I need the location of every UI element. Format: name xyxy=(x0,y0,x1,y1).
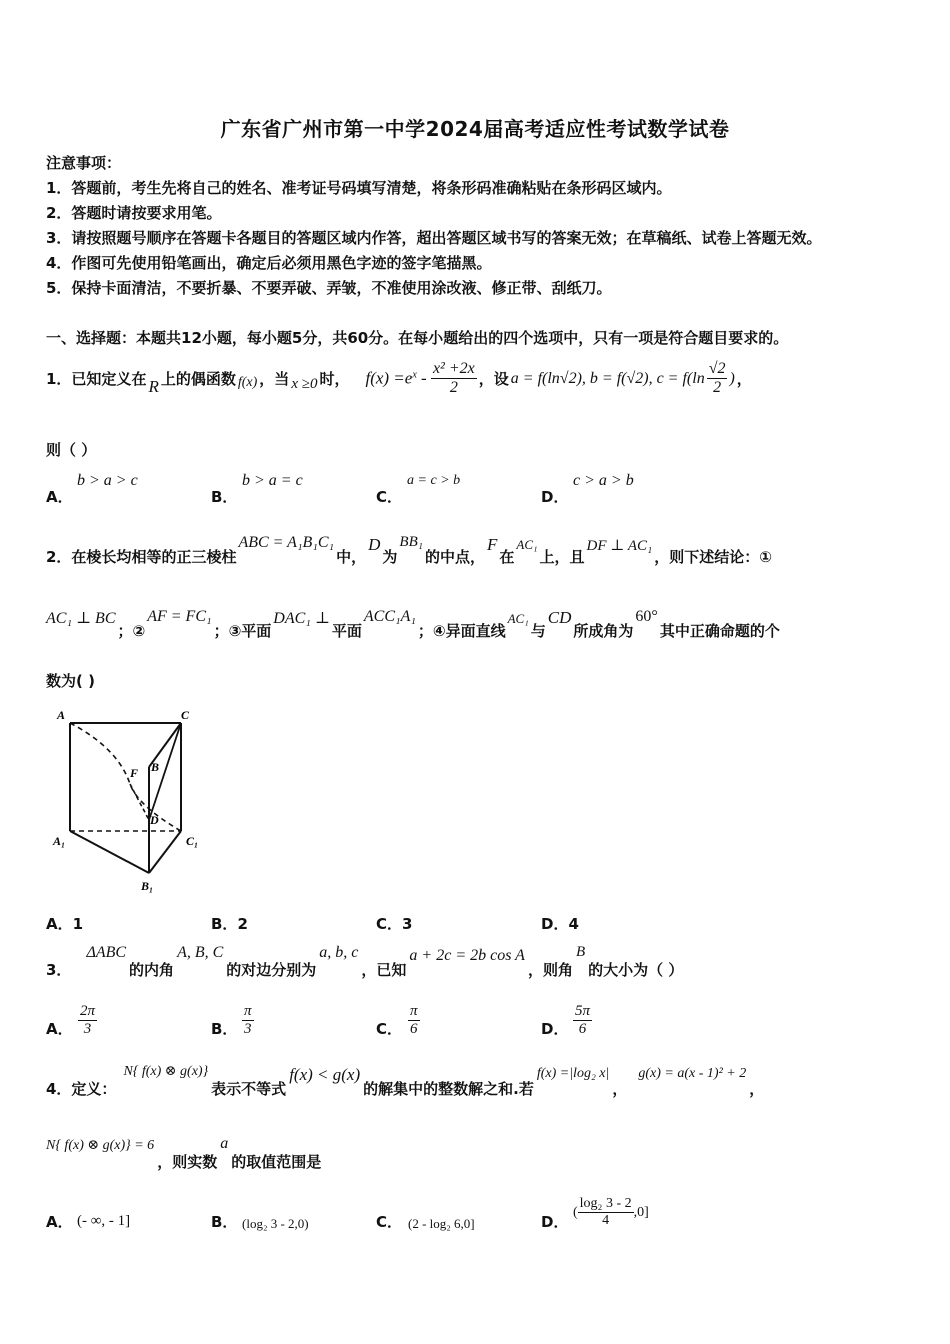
q2-option-c-letter: C． xyxy=(376,915,403,933)
q2-text-14: 其中正确命题的个 xyxy=(659,622,780,640)
q1-option-b[interactable]: b > a = c xyxy=(242,472,303,489)
q4-option-d-pre: ( xyxy=(573,1204,578,1220)
diagonal-ac1 xyxy=(70,723,181,831)
q2-statement-1: AC₁ ⊥ BC xyxy=(46,610,116,627)
q4-n-def: N{ f(x) ⊗ g(x)} xyxy=(123,1064,209,1079)
q1-text-6: ， xyxy=(736,370,752,389)
q3-text-5: ，则角 xyxy=(527,961,573,979)
q1-f-den: 2 xyxy=(449,379,458,397)
question-2-line-2 xyxy=(46,606,780,641)
q2-option-a-value: 1 xyxy=(72,915,84,933)
q1-abc-num: √2 xyxy=(707,360,728,379)
q2-prism: ABC = A₁B₁C₁ xyxy=(238,534,335,551)
q1-option-c[interactable]: a = c > b xyxy=(407,473,461,488)
q2-text-11: ；④异面直线 xyxy=(417,622,506,640)
q1-f-minus: - xyxy=(416,368,431,388)
q1-option-b-letter[interactable]: B． xyxy=(211,488,238,506)
question-4-line-2 xyxy=(46,1137,321,1172)
q4-option-d-fraction xyxy=(578,1196,634,1229)
q1-text-4: 时， xyxy=(319,370,350,389)
q4-text-4: ， xyxy=(612,1080,628,1098)
edge-a1b1 xyxy=(70,831,149,873)
q4-text-5: ， xyxy=(749,1080,765,1098)
q4-option-b-letter[interactable]: B． xyxy=(211,1213,238,1231)
q1-abc-close: ) xyxy=(729,369,735,387)
q3-angle-b: B xyxy=(575,944,586,960)
label-a: A xyxy=(57,708,66,722)
q4-f-def: f(x) =|log₂ x| xyxy=(536,1066,610,1081)
q1-abc-den: 2 xyxy=(713,379,722,397)
q3-text-1: 3． xyxy=(46,961,72,979)
q1-domain: R xyxy=(148,376,159,396)
question-3 xyxy=(46,944,683,980)
q3-option-c-num: π xyxy=(408,1003,420,1021)
q4-option-c[interactable]: (2 - log₂ 6,0] xyxy=(408,1216,475,1231)
label-c1: C₁ xyxy=(186,834,199,848)
q1-then: 则（ ） xyxy=(46,441,97,459)
q3-text-3: 的对边分别为 xyxy=(226,961,317,979)
q4-option-b[interactable]: (log₂ 3 - 2,0) xyxy=(242,1216,309,1231)
q2-option-c-value: 3 xyxy=(402,915,413,933)
notes-heading: 注意事项： xyxy=(46,154,122,172)
q3-option-c-den: 6 xyxy=(410,1021,418,1038)
q1-abc-fraction xyxy=(707,360,728,398)
q1-f-fraction xyxy=(431,360,477,398)
q3-option-a-den: 3 xyxy=(83,1021,92,1038)
q1-condition: x ≥0 xyxy=(291,376,318,393)
label-d: D xyxy=(150,813,159,827)
q4-text-6: ，则实数 xyxy=(157,1153,218,1171)
note-item-5: 5．保持卡面清洁，不要折暴、不要弄破、弄皱，不准使用涂改液、修正带、刮纸刀。 xyxy=(46,279,612,297)
q3-option-c[interactable] xyxy=(408,1003,420,1039)
q2-statement-4a: AC₁ xyxy=(507,611,529,626)
q4-option-c-letter[interactable]: C． xyxy=(376,1213,403,1231)
question-4-line-1 xyxy=(46,1063,764,1099)
q4-text-3: 的解集中的整数解之和.若 xyxy=(363,1080,534,1098)
question-2-line-1 xyxy=(46,534,772,567)
q2-count: 数为( ) xyxy=(46,672,95,690)
q4-option-a[interactable]: (- ∞, - 1] xyxy=(77,1213,131,1229)
q2-point-f: F xyxy=(486,535,498,554)
label-f: F xyxy=(130,766,139,780)
note-item-3: 3．请按照题号顺序在答题卡各题目的答题区域内作答，超出答题区域书写的答案无效；在草稿纸、试卷上答题无效。 xyxy=(46,229,822,247)
q2-text-12: 与 xyxy=(530,622,546,640)
q2-statement-4c: 60° xyxy=(635,608,658,625)
q2-text-8: ；② xyxy=(117,622,146,640)
q3-option-a[interactable] xyxy=(78,1003,97,1039)
q2-text-7: ，则下述结论：① xyxy=(654,548,772,566)
q2-option-a-letter: A． xyxy=(46,915,73,933)
q2-option-a[interactable] xyxy=(46,913,83,934)
q3-option-b[interactable] xyxy=(242,1003,254,1039)
q4-text-7: 的取值范围是 xyxy=(231,1153,322,1171)
q2-statement-2: AF = FC₁ xyxy=(147,608,212,625)
q4-inequality: f(x) < g(x) xyxy=(289,1065,361,1084)
q1-option-a[interactable]: b > a > c xyxy=(77,472,138,489)
edge-b1c1 xyxy=(149,831,181,873)
q3-option-b-letter[interactable]: B． xyxy=(211,1020,238,1038)
label-a1: A₁ xyxy=(53,834,66,848)
q3-option-b-den: 3 xyxy=(244,1021,252,1038)
q3-equation: a + 2c = 2b cos A xyxy=(409,947,525,964)
q3-text-4: ，已知 xyxy=(361,961,407,979)
q3-option-b-num: π xyxy=(242,1003,254,1021)
q4-option-a-letter[interactable]: A． xyxy=(46,1213,73,1231)
q1-f-lhs: f(x) =e xyxy=(365,368,413,388)
note-item-1: 1．答题前，考生先将自己的姓名、准考证号码填写清楚，将条形码准确粘贴在条形码区域内。 xyxy=(46,179,672,197)
q2-option-b-value: 2 xyxy=(237,915,248,933)
q4-text-2: 表示不等式 xyxy=(211,1080,287,1098)
q4-option-d[interactable] xyxy=(573,1196,649,1229)
label-b1: B₁ xyxy=(141,879,154,893)
q2-option-b[interactable] xyxy=(211,913,248,934)
q3-triangle: ΔABC xyxy=(86,944,127,961)
q4-var-a: a xyxy=(220,1135,229,1152)
q4-g-def: g(x) = a(x - 1)² + 2 xyxy=(638,1066,747,1081)
q3-text-2: 的内角 xyxy=(129,961,175,979)
q4-option-d-post: ,0] xyxy=(633,1204,649,1220)
section-heading: 一、选择题：本题共12小题，每小题5分，共60分。在每小题给出的四个选项中，只有一项是符合题目要求的。 xyxy=(46,329,789,347)
q2-text-2: 中， xyxy=(336,548,367,566)
q2-option-b-letter: B． xyxy=(211,915,238,933)
q1-fx: f(x) xyxy=(237,374,258,390)
prism-figure xyxy=(50,706,210,896)
q2-option-d-value: 4 xyxy=(568,915,579,933)
label-b: B xyxy=(151,760,160,774)
q3-option-d-den: 6 xyxy=(578,1021,587,1038)
q3-sides: a, b, c xyxy=(319,944,359,961)
q2-perp: DF ⊥ AC₁ xyxy=(586,538,653,554)
q1-text-3: ，当 xyxy=(259,370,290,389)
q2-text-3: 为 xyxy=(382,548,398,566)
q2-point-d: D xyxy=(368,535,381,554)
q2-statement-3a: DAC₁ ⊥ xyxy=(273,610,330,627)
q2-option-d[interactable] xyxy=(541,913,579,934)
q1-option-d[interactable]: c > a > b xyxy=(573,472,634,489)
q2-statement-4b: CD xyxy=(547,608,572,627)
q1-text-2: 上的偶函数 xyxy=(160,370,236,389)
question-1 xyxy=(46,360,752,398)
q2-ac1: AC₁ xyxy=(516,537,538,552)
q2-text-4: 的中点， xyxy=(424,548,485,566)
q2-text-9: ；③平面 xyxy=(213,622,272,640)
q1-text-5: ，设 xyxy=(478,370,509,389)
q2-statement-3b: ACC₁A₁ xyxy=(363,608,416,625)
q3-text-6: 的大小为（ ） xyxy=(588,961,684,979)
q1-option-c-letter[interactable]: C． xyxy=(376,488,403,506)
q2-option-c[interactable] xyxy=(376,913,412,934)
q3-option-d[interactable] xyxy=(573,1003,592,1039)
q3-option-c-letter[interactable]: C． xyxy=(376,1020,403,1038)
q4-option-d-letter[interactable]: D． xyxy=(541,1213,569,1231)
q3-option-a-letter[interactable]: A． xyxy=(46,1020,73,1038)
q4-text-1: 4．定义： xyxy=(46,1080,117,1098)
q4-option-d-num: log₂ 3 - 2 xyxy=(578,1196,634,1213)
q3-angles: A, B, C xyxy=(177,944,224,961)
q1-text-1: 1．已知定义在 xyxy=(46,370,147,389)
q1-f-exp: x xyxy=(412,369,417,381)
note-item-2: 2．答题时请按要求用笔。 xyxy=(46,204,222,222)
q4-n-value: N{ f(x) ⊗ g(x)} = 6 xyxy=(46,1138,155,1153)
q1-option-a-letter[interactable]: A． xyxy=(46,488,73,506)
q4-option-d-den: 4 xyxy=(602,1213,610,1229)
q1-function xyxy=(365,360,476,398)
q2-option-d-letter: D． xyxy=(541,915,569,933)
q1-option-d-letter[interactable]: D． xyxy=(541,488,569,506)
q3-option-d-letter[interactable]: D． xyxy=(541,1020,569,1038)
q1-f-num: x² +2x xyxy=(431,360,477,379)
q3-option-d-num: 5π xyxy=(573,1003,592,1021)
q2-text-1: 2．在棱长均相等的正三棱柱 xyxy=(46,548,237,566)
q1-abc: a = f(ln√2), b = f(√2), c = f(ln xyxy=(510,369,705,387)
q2-text-10: 平面 xyxy=(331,622,362,640)
q2-text-6: 上，且 xyxy=(539,548,585,566)
note-item-4: 4．作图可先使用铅笔画出，确定后必须用黑色字迹的签字笔描黑。 xyxy=(46,254,492,272)
page-title: 广东省广州市第一中学2024届高考适应性考试数学试卷 xyxy=(220,117,730,141)
q2-text-5: 在 xyxy=(499,548,515,566)
q3-option-a-num: 2π xyxy=(78,1003,97,1021)
q2-bb1: BB₁ xyxy=(399,534,423,550)
label-c: C xyxy=(181,708,190,722)
q2-text-13: 所成角为 xyxy=(573,622,634,640)
